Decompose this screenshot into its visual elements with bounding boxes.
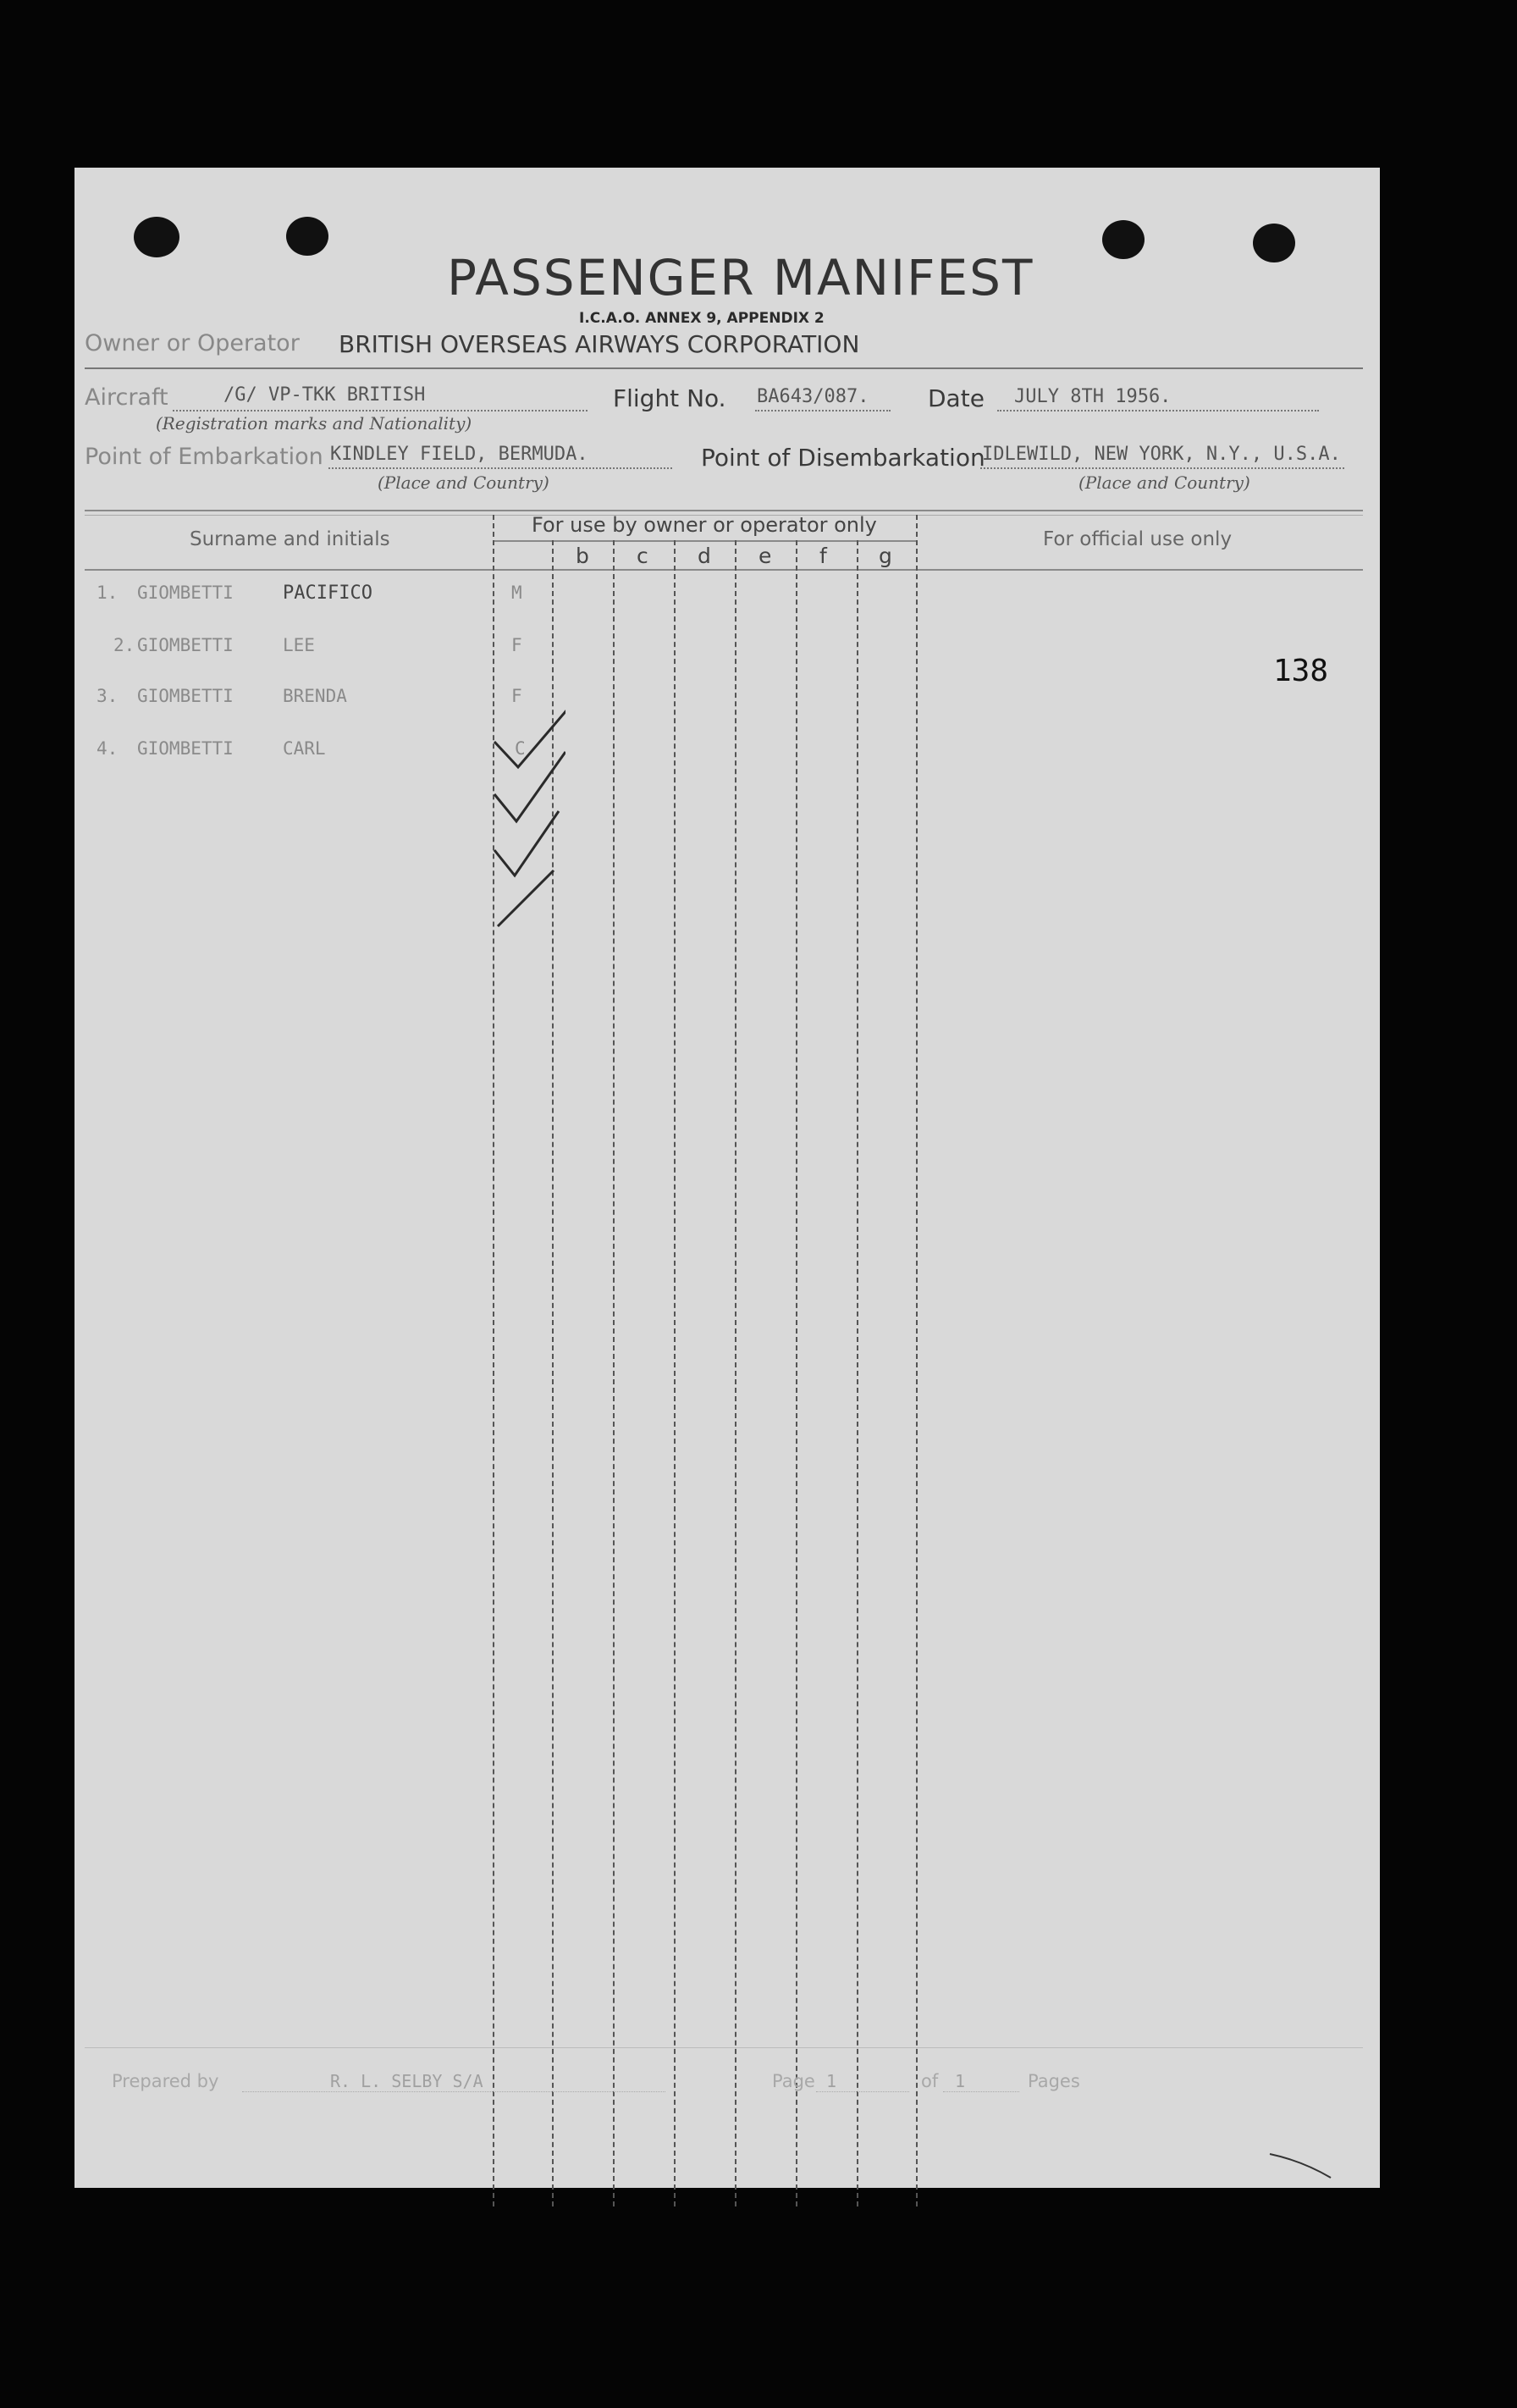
column-header-c: c — [637, 544, 648, 568]
column-header-d: d — [698, 544, 711, 568]
row-surname: GIOMBETTI — [137, 686, 234, 706]
row-given-name: LEE — [283, 635, 315, 655]
manifest-sheet — [74, 168, 1380, 2188]
date-underline — [997, 410, 1319, 411]
row-surname: GIOMBETTI — [137, 635, 234, 655]
surname-header: Surname and initials — [190, 528, 390, 550]
row-number: 4. — [97, 738, 119, 759]
prepared-label: Prepared by — [112, 2071, 219, 2091]
embark-value: KINDLEY FIELD, BERMUDA. — [330, 444, 588, 465]
footer-rule — [85, 2047, 1363, 2048]
pages-label: Pages — [1028, 2071, 1080, 2091]
disembark-value: IDLEWILD, NEW YORK, N.Y., U.S.A. — [982, 444, 1341, 465]
aircraft-underline — [173, 410, 587, 411]
punch-hole-icon — [1253, 224, 1295, 262]
column-rule — [735, 540, 736, 2206]
page-underline — [816, 2091, 909, 2092]
of-value: 1 — [955, 2071, 966, 2091]
row-given-name: BRENDA — [283, 686, 347, 706]
column-header-g: g — [879, 544, 892, 568]
embark-underline — [328, 467, 672, 469]
date-value: JULY 8TH 1956. — [1014, 386, 1172, 407]
column-header-b: b — [576, 544, 589, 568]
column-rule — [613, 540, 615, 2206]
column-header-f: f — [819, 544, 827, 568]
row-code: C — [515, 738, 526, 759]
column-rule — [916, 515, 918, 2206]
owner-value: BRITISH OVERSEAS AIRWAYS CORPORATION — [339, 330, 860, 358]
column-header-e: e — [758, 544, 772, 568]
column-rule — [857, 540, 858, 2206]
owner-label: Owner or Operator — [85, 330, 300, 356]
row-surname: GIOMBETTI — [137, 738, 234, 759]
prepared-value: R. L. SELBY S/A — [330, 2071, 483, 2091]
row-given-name: CARL — [283, 738, 326, 759]
aircraft-caption: (Registration marks and Nationality) — [156, 413, 472, 434]
of-underline — [943, 2091, 1019, 2092]
official-number: 138 — [1273, 654, 1329, 688]
divider — [85, 367, 1363, 369]
flight-no-value: BA643/087. — [757, 386, 869, 407]
disembark-caption: (Place and Country) — [1078, 472, 1250, 493]
row-number: 3. — [97, 686, 119, 706]
pen-stroke-icon — [1268, 2149, 1336, 2183]
flight-no-underline — [755, 410, 891, 411]
row-number: 1. — [97, 583, 119, 603]
flight-no-label: Flight No. — [613, 384, 726, 412]
table-header-rule — [85, 569, 1363, 571]
row-code: M — [511, 583, 522, 603]
table-top-rule — [85, 510, 1363, 511]
row-code: F — [511, 635, 522, 655]
tick-marks-icon — [464, 498, 565, 938]
page-value: 1 — [826, 2071, 837, 2091]
disembark-underline — [980, 467, 1344, 469]
aircraft-value: /G/ VP-TKK BRITISH — [223, 384, 426, 406]
punch-hole-icon — [134, 217, 179, 257]
embark-caption: (Place and Country) — [378, 472, 549, 493]
official-use-header: For official use only — [1043, 528, 1233, 550]
row-surname: GIOMBETTI — [137, 583, 234, 603]
row-code: F — [511, 686, 522, 706]
of-label: of — [921, 2071, 939, 2091]
embark-label: Point of Embarkation — [85, 444, 323, 470]
prepared-underline — [242, 2091, 665, 2092]
punch-hole-icon — [286, 217, 328, 256]
column-rule — [796, 540, 797, 2206]
column-rule — [674, 540, 676, 2206]
owner-use-header: For use by owner or operator only — [532, 513, 877, 537]
punch-hole-icon — [1102, 220, 1145, 259]
disembark-label: Point of Disembarkation — [701, 444, 985, 472]
date-label: Date — [928, 384, 985, 412]
row-given-name: PACIFICO — [283, 583, 372, 604]
page-title: PASSENGER MANIFEST — [447, 249, 1034, 307]
page-label: Page — [772, 2071, 815, 2091]
page-subtitle: I.C.A.O. ANNEX 9, APPENDIX 2 — [579, 310, 825, 327]
row-number: 2. — [113, 635, 135, 655]
aircraft-label: Aircraft — [85, 384, 168, 411]
